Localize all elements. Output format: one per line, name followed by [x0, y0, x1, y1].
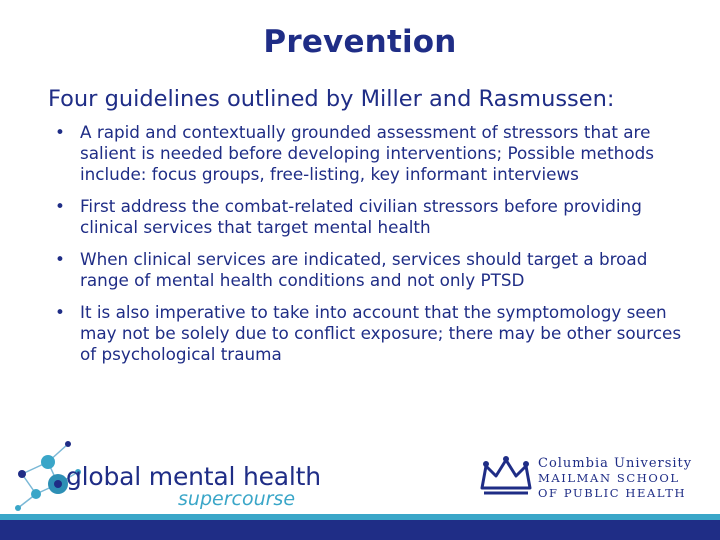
bullet-text: A rapid and contextually grounded assessment of stressors that are salient is needed before developing interventions; Possible methods include: focus groups, free-listing, key informant interviews	[80, 122, 654, 184]
bullet-dot: •	[55, 249, 65, 269]
crown-icon	[476, 456, 536, 496]
bullet-item	[52, 302, 682, 365]
bullet-text: It is also imperative to take into account that the symptomology seen may not be solely due to conflict exposure; there may be other sources of psychological trauma	[80, 302, 682, 364]
columbia-line2: MAILMAN SCHOOL	[538, 471, 680, 485]
bullet-dot: •	[55, 302, 65, 322]
columbia-logo-text	[538, 456, 692, 501]
bullet-item	[52, 249, 682, 291]
bullet-text: When clinical services are indicated, services should target a broad range of mental health conditions and not only PTSD	[80, 249, 648, 290]
bullet-item	[52, 196, 682, 238]
gmh-logo-line1: global mental health	[66, 462, 321, 491]
bullet-list	[52, 122, 682, 376]
footer-bar	[0, 520, 720, 540]
slide-title: Prevention	[263, 24, 457, 60]
columbia-line1: Columbia University	[538, 456, 693, 471]
slide-subtitle: Four guidelines outlined by Miller and Rasmussen:	[48, 86, 615, 112]
bullet-item	[52, 122, 682, 185]
bullet-text: First address the combat-related civilian stressors before providing clinical services that target mental health	[80, 196, 642, 237]
bullet-dot: •	[55, 196, 65, 216]
columbia-line3: OF PUBLIC HEALTH	[538, 486, 687, 500]
bullet-dot: •	[55, 122, 65, 142]
gmh-logo-line2: supercourse	[178, 488, 296, 510]
